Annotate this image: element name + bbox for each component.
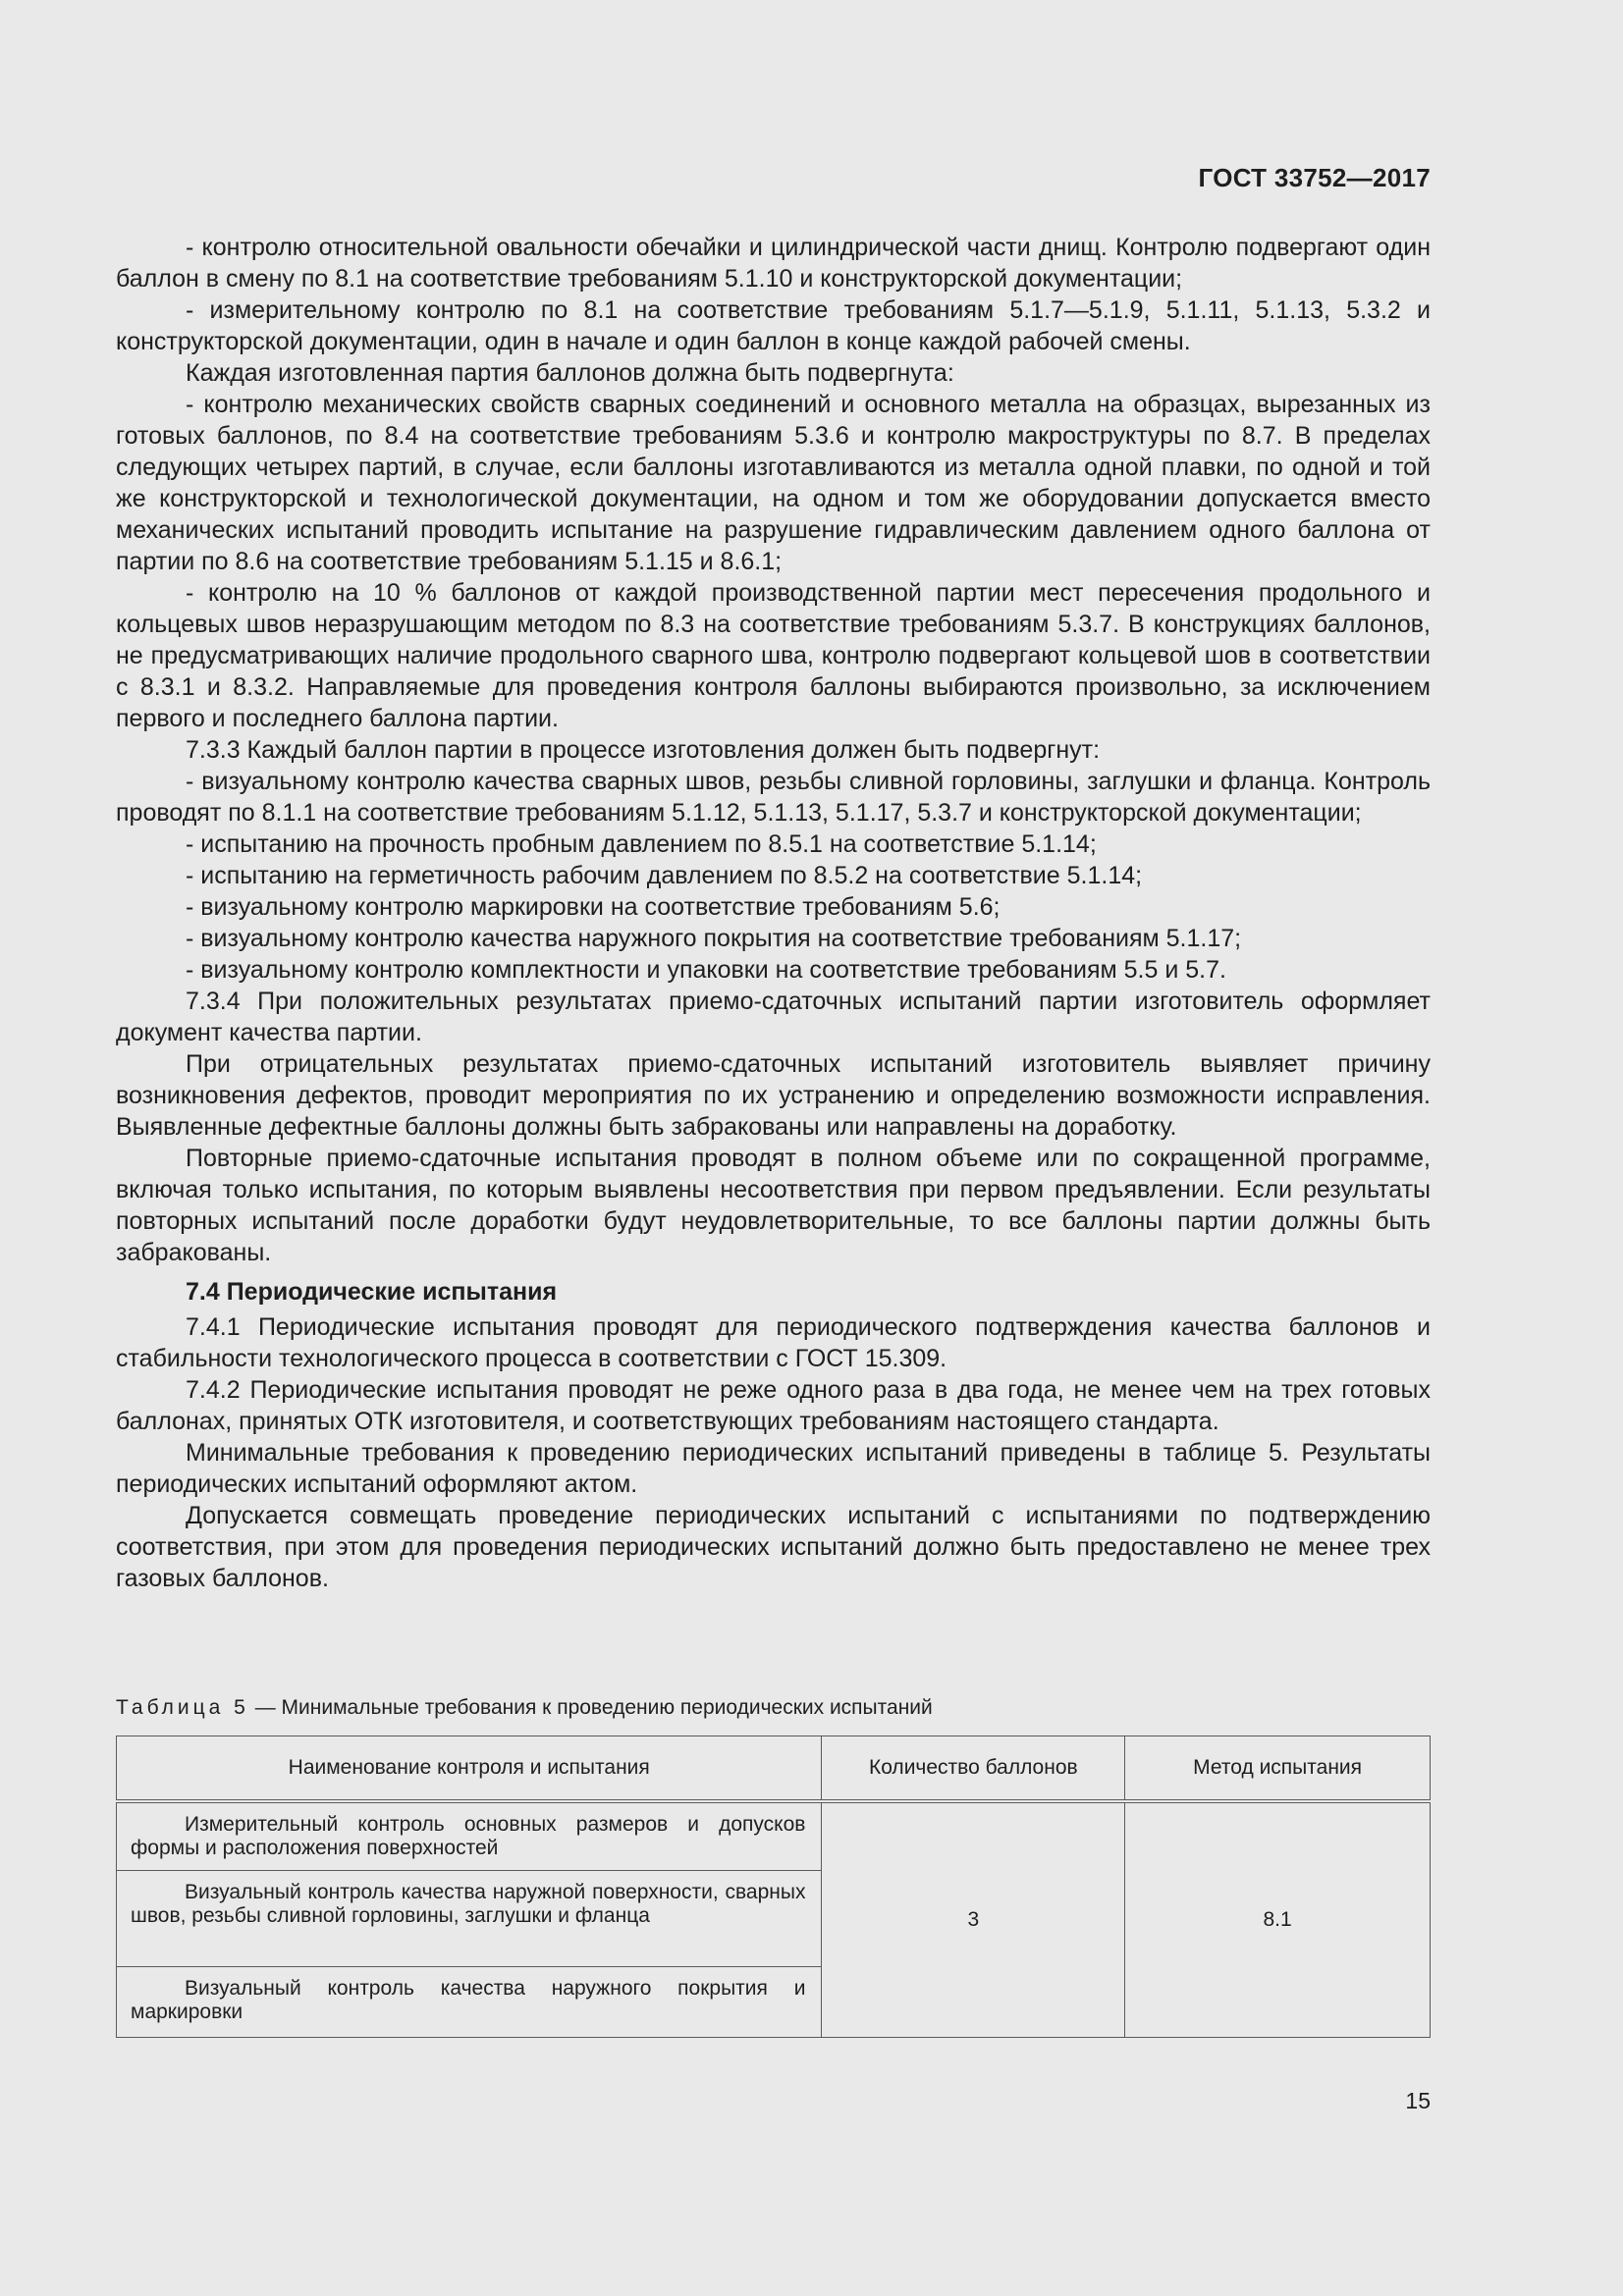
paragraph: 7.4.2 Периодические испытания проводят не реже одного раза в два года, не менее чем на трех готовых баллонах, принятых ОТК изготовителя, и соответствующих требованиям настоящего стандарта. [116,1376,1431,1435]
table-header-row [117,1736,1431,1802]
paragraph: - контролю на 10 % баллонов от каждой производственной партии мест пересечения продольного и кольцевых швов неразрушающим методом по 8.3 на соответствие требованиям 5.3.7. В конструкциях баллонов, не предусматривающих наличие продольного сварного шва, контролю подвергают кольцевой шов в соответствии с 8.3.1 и 8.3.2. Направляемые для проведения контроля баллоны выбираются произвольно, за исключением первого и последнего баллона партии. [116,579,1431,732]
table-cell: Визуальный контроль качества наружного покрытия и маркировки [117,1966,822,2037]
table-row [117,1801,1431,1870]
paragraph: Допускается совмещать проведение периодических испытаний с испытаниями по подтверждению соответствия, при этом для проведения периодических испытаний должно быть предоставлено не менее трех газовых баллонов. [116,1502,1431,1592]
paragraph: - визуальному контролю качества наружного покрытия на соответствие требованиям 5.1.17; [186,925,1242,952]
table-caption-text: — Минимальные требования к проведению периодических испытаний [248,1696,933,1719]
paragraph: Каждая изготовленная партия баллонов должна быть подвергнута: [186,359,954,387]
quantity-cell: 3 [822,1801,1125,2037]
column-header: Метод испытания [1125,1736,1431,1802]
paragraph: - визуальному контролю качества сварных швов, резьбы сливной горловины, заглушки и фланца. Контроль проводят по 8.1.1 на соответствие требованиям 5.1.12, 5.1.13, 5.1.17, 5.3.7 и конструкторской документации; [116,768,1431,827]
paragraph: Повторные приемо-сдаточные испытания проводят в полном объеме или по сокращенной программе, включая только испытания, по которым выявлены несоответствия при первом предъявлении. Если результаты повторных испытаний после доработки будут неудовлетворительные, то все баллоны партии должны быть забракованы. [116,1145,1431,1266]
table-caption [116,1694,933,1722]
paragraph: 7.3.3 Каждый баллон партии в процессе изготовления должен быть подвергнут: [186,736,1101,764]
paragraph: 7.3.4 При положительных результатах приемо-сдаточных испытаний партии изготовитель оформляет документ качества партии. [116,988,1431,1046]
section-heading: 7.4 Периодические испытания [186,1278,558,1306]
column-header: Количество баллонов [822,1736,1125,1802]
page-number: 15 [1405,2088,1431,2113]
paragraph: Минимальные требования к проведению периодических испытаний приведены в таблице 5. Результаты периодических испытаний оформляют актом. [116,1439,1431,1498]
paragraph: - визуальному контролю маркировки на соответствие требованиям 5.6; [186,893,1001,921]
paragraph: 7.4.1 Периодические испытания проводят для периодического подтверждения качества баллонов и стабильности технологического процесса в соответствии с ГОСТ 15.309. [116,1313,1431,1372]
table-cell: Визуальный контроль качества наружной поверхности, сварных швов, резьбы сливной горловины, заглушки и фланца [117,1870,822,1966]
document-header: ГОСТ 33752—2017 [1198,163,1431,192]
paragraph: - испытанию на герметичность рабочим давлением по 8.5.2 на соответствие 5.1.14; [186,862,1143,889]
paragraph: - контролю механических свойств сварных соединений и основного металла на образцах, вырезанных из готовых баллонов, по 8.4 на соответствие требованиям 5.3.6 и контролю макроструктуры по 8.7. В пределах следующих четырех партий, в случае, если баллоны изготавливаются из металла одной плавки, по одной и той же конструкторской и технологической документации, на одном и том же оборудовании допускается вместо механических испытаний проводить испытание на разрушение гидравлическим давлением одного баллона от партии по 8.6 на соответствие требованиям 5.1.15 и 8.6.1; [116,391,1431,575]
paragraph: - измерительному контролю по 8.1 на соответствие требованиям 5.1.7—5.1.9, 5.1.11, 5.1.13, 5.3.2 и конструкторской документации, один в начале и один баллон в конце каждой рабочей смены. [116,296,1431,355]
body-text [116,232,1431,1594]
requirements-table [116,1735,1431,2038]
table-caption-label: Таблица 5 [116,1696,249,1719]
table-cell: Измерительный контроль основных размеров и допусков формы и расположения поверхностей [117,1801,822,1870]
column-header: Наименование контроля и испытания [117,1736,822,1802]
paragraph: При отрицательных результатах приемо-сдаточных испытаний изготовитель выявляет причину возникновения дефектов, проводит мероприятия по их устранению и определению возможности исправления. Выявленные дефектные баллоны должны быть забракованы или направлены на доработку. [116,1050,1431,1141]
method-cell: 8.1 [1125,1801,1431,2037]
paragraph: - визуальному контролю комплектности и упаковки на соответствие требованиям 5.5 и 5.7. [186,956,1226,984]
paragraph: - испытанию на прочность пробным давлением по 8.5.1 на соответствие 5.1.14; [186,830,1097,858]
paragraph: - контролю относительной овальности обечайки и цилиндрической части днищ. Контролю подвергают один баллон в смену по 8.1 на соответствие требованиям 5.1.10 и конструкторской документации; [116,234,1431,293]
